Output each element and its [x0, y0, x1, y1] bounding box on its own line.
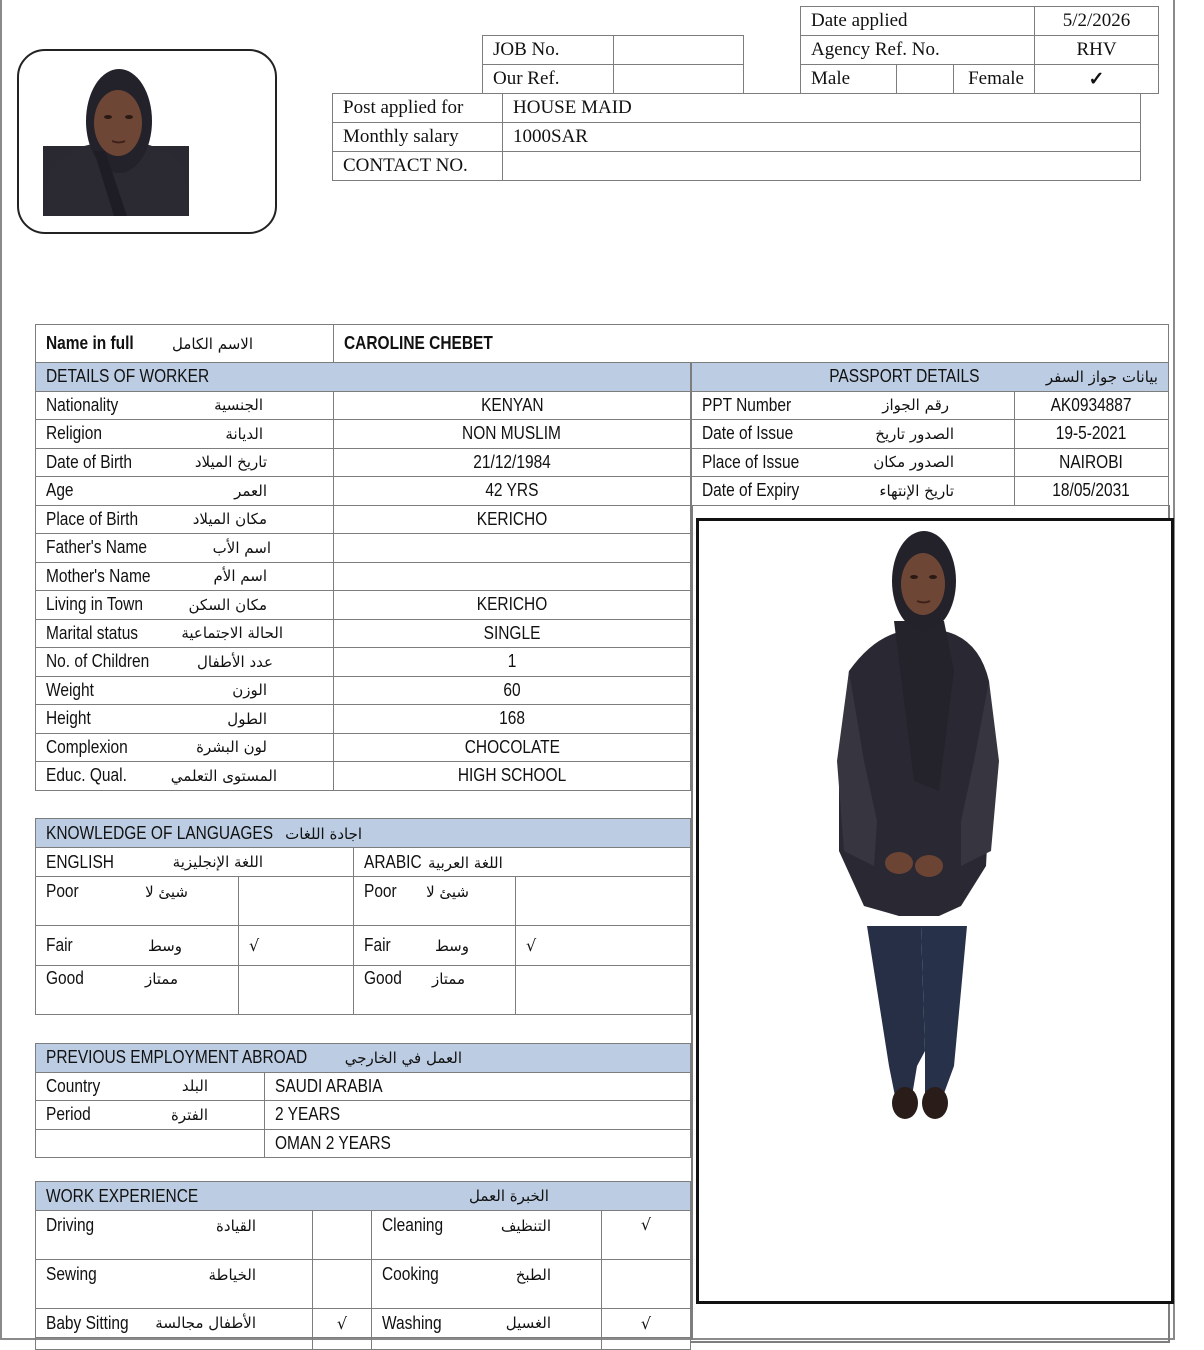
work-experience-table — [35, 1181, 691, 1350]
languages-section-title: KNOWLEDGE OF LANGUAGES — [46, 822, 274, 843]
level-label-ar: وسط — [147, 936, 182, 955]
name-table — [35, 324, 1169, 363]
language-level-row — [36, 877, 691, 926]
washing-checkbox[interactable]: √ — [602, 1309, 691, 1338]
row-value: 19-5-2021 — [1056, 423, 1127, 444]
row-label-en: PPT Number — [702, 394, 792, 415]
worker-row — [36, 505, 691, 534]
skill-label-en: Sewing — [46, 1264, 97, 1284]
row-value: KERICHO — [476, 594, 548, 615]
row-value: 168 — [499, 708, 525, 729]
arabic-label: ARABIC — [364, 851, 422, 872]
row-label-en: Date of Birth — [46, 451, 133, 472]
level-label-en: Good — [364, 968, 402, 988]
passport-row — [692, 477, 1169, 506]
level-label-ar: ممتاز — [144, 969, 178, 988]
level-label-en: Poor — [46, 881, 79, 901]
english-poor-checkbox[interactable] — [239, 877, 354, 926]
row-label-en: Country — [46, 1075, 101, 1096]
row-value: 2 YEARS — [275, 1104, 341, 1125]
full-body-photo — [696, 518, 1174, 1304]
arabic-poor-checkbox[interactable] — [516, 877, 691, 926]
language-level-row — [36, 966, 691, 1015]
work-section-title-ar: الخبرة العمل — [469, 1187, 549, 1205]
post-table — [332, 93, 1141, 181]
row-label-ar: العمر — [234, 481, 267, 500]
row-label-ar: البلد — [181, 1077, 208, 1096]
worker-row — [36, 448, 691, 477]
passport-section-title: PASSPORT DETAILS — [828, 366, 980, 387]
date-applied-label: Date applied — [801, 7, 1035, 36]
meta-table — [800, 6, 1159, 94]
row-label-en: Marital status — [46, 622, 139, 643]
skill-label-en: Washing — [382, 1312, 442, 1333]
english-label: ENGLISH — [46, 851, 114, 872]
row-label-ar: الفترة — [171, 1105, 208, 1124]
worker-row — [36, 648, 691, 677]
worker-row — [36, 591, 691, 620]
cooking-checkbox[interactable] — [602, 1260, 691, 1309]
worker-row — [36, 420, 691, 449]
row-label-en: Nationality — [46, 394, 119, 415]
arabic-fair-checkbox[interactable]: √ — [516, 926, 691, 966]
row-label-en: Weight — [46, 679, 94, 700]
worker-row — [36, 705, 691, 734]
row-value: NAIROBI — [1059, 451, 1124, 472]
level-label-ar: ممتاز — [431, 969, 465, 988]
passport-row — [692, 391, 1169, 420]
female-label: Female — [954, 65, 1035, 94]
worker-row — [36, 676, 691, 705]
job-table — [482, 35, 744, 94]
row-value: 60 — [503, 679, 521, 700]
page-border-left — [0, 0, 2, 1340]
row-value: SAUDI ARABIA — [275, 1075, 383, 1096]
column-divider — [691, 505, 693, 1340]
post-applied-label: Post applied for — [333, 94, 503, 123]
work-row — [36, 1211, 691, 1260]
row-label-ar: مكان السكن — [188, 595, 267, 614]
row-label-ar: اسم الأب — [212, 538, 271, 557]
row-value: NON MUSLIM — [462, 423, 562, 444]
agency-ref-label: Agency Ref. No. — [801, 36, 1035, 65]
name-value: CAROLINE CHEBET — [344, 333, 493, 353]
agency-ref-value: RHV — [1035, 36, 1159, 65]
row-label-ar: رقم الجواز — [882, 396, 949, 415]
row-label-ar: الديانة — [225, 424, 263, 443]
worker-row — [36, 762, 691, 791]
row-value: 21/12/1984 — [473, 451, 551, 472]
sewing-checkbox[interactable] — [313, 1260, 372, 1309]
passport-details-table — [691, 362, 1169, 506]
languages-table — [35, 818, 691, 1015]
row-label-en: Complexion — [46, 736, 128, 757]
row-label-ar: تاريخ الإنتهاء — [879, 481, 954, 500]
row-label-en: Father's Name — [46, 537, 148, 558]
row-value: KENYAN — [480, 394, 544, 415]
worker-section-title: DETAILS OF WORKER — [46, 366, 210, 387]
row-value: CHOCOLATE — [464, 736, 560, 757]
full-body-person-icon — [699, 521, 1171, 1301]
job-no-value[interactable] — [614, 36, 744, 65]
skill-label-en: Driving — [46, 1215, 95, 1235]
arabic-good-checkbox[interactable] — [516, 966, 691, 1015]
skill-label-en: Baby Sitting — [46, 1312, 129, 1333]
employment-row — [36, 1129, 691, 1158]
row-label-ar: اسم الأم — [213, 567, 267, 586]
row-label-ar: المستوى التعلمي — [170, 766, 277, 785]
english-label-ar: اللغة الإنجليزية — [172, 853, 263, 871]
work-row — [36, 1260, 691, 1309]
employment-section-title-ar: العمل في الخارجي — [344, 1049, 462, 1068]
contact-no-value[interactable] — [503, 152, 1141, 181]
row-label-ar: الصدور تاريخ — [875, 424, 954, 443]
level-label-ar: شيئ لا — [426, 882, 469, 901]
row-value: OMAN 2 YEARS — [275, 1132, 391, 1153]
passport-row — [692, 420, 1169, 449]
row-value: AK0934887 — [1051, 394, 1132, 415]
skill-label-en: Cooking — [382, 1264, 439, 1284]
row-label-ar: الحالة الاجتماعية — [181, 624, 283, 643]
row-value: HIGH SCHOOL — [457, 765, 567, 786]
level-label-en: Fair — [46, 935, 73, 955]
baby-sitting-checkbox[interactable]: √ — [313, 1309, 372, 1338]
row-label-en: Age — [46, 480, 74, 501]
row-label-ar: الصدور مكان — [873, 453, 954, 472]
row-value: 42 YRS — [485, 480, 539, 501]
row-value: SINGLE — [483, 622, 541, 643]
skill-label-ar: الأطفال مجالسة — [155, 1314, 256, 1332]
row-value: 18/05/2031 — [1052, 480, 1131, 501]
row-label-en: Date of Expiry — [702, 480, 800, 501]
level-label-en: Good — [46, 968, 84, 988]
arabic-label-ar: اللغة العربية — [428, 853, 503, 872]
row-label-ar: تاريخ الميلاد — [194, 453, 267, 472]
passport-section-title-ar: بيانات جواز السفر — [1045, 367, 1158, 386]
employment-row — [36, 1072, 691, 1101]
employment-row — [36, 1101, 691, 1130]
worker-details-table — [35, 362, 691, 791]
level-label-en: Fair — [364, 935, 391, 955]
row-label-en: Period — [46, 1104, 91, 1125]
job-no-label: JOB No. — [483, 36, 614, 65]
worker-row — [36, 534, 691, 563]
passport-row — [692, 448, 1169, 477]
our-ref-value[interactable] — [614, 65, 744, 94]
driving-checkbox[interactable] — [313, 1211, 372, 1260]
male-label: Male — [801, 65, 897, 94]
portrait-person-icon — [19, 51, 277, 234]
portrait-photo — [17, 49, 277, 234]
male-checkbox[interactable] — [897, 65, 954, 94]
monthly-salary-label: Monthly salary — [333, 123, 503, 152]
row-label-en: Place of Birth — [46, 508, 139, 529]
level-label-en: Poor — [364, 881, 397, 901]
post-applied-value: HOUSE MAID — [503, 94, 1141, 123]
contact-no-label: CONTACT NO. — [333, 152, 503, 181]
row-label-ar: لون البشرة — [196, 738, 267, 757]
row-label-en: Religion — [46, 423, 102, 444]
row-label-en: Place of Issue — [702, 451, 800, 472]
level-label-ar: شيئ لا — [145, 882, 188, 901]
row-value: 1 — [507, 651, 517, 672]
monthly-salary-value: 1000SAR — [503, 123, 1141, 152]
female-checkbox[interactable]: ✓ — [1035, 65, 1159, 94]
work-section-title: WORK EXPERIENCE — [46, 1185, 199, 1206]
column-divider — [691, 1341, 1170, 1343]
skill-label-ar: الغسيل — [505, 1314, 551, 1332]
worker-row — [36, 619, 691, 648]
level-label-ar: وسط — [434, 936, 469, 955]
cleaning-checkbox[interactable]: √ — [602, 1211, 691, 1260]
skill-label-ar: القيادة — [216, 1216, 256, 1235]
row-label-en: Educ. Qual. — [46, 765, 127, 786]
date-applied-value: 5/2/2026 — [1035, 7, 1159, 36]
work-row-partial — [36, 1338, 691, 1350]
row-label-ar: مكان الميلاد — [192, 510, 267, 529]
worker-row — [36, 391, 691, 420]
name-label-en: Name in full — [46, 333, 134, 353]
skill-label-ar: الطبخ — [515, 1265, 551, 1284]
row-value: KERICHO — [476, 508, 548, 529]
name-label-ar: الاسم الكامل — [171, 334, 253, 353]
skill-label-ar: التنظيف — [500, 1216, 551, 1235]
row-label-ar: عدد الأطفال — [197, 652, 273, 671]
english-fair-checkbox[interactable]: √ — [239, 926, 354, 966]
worker-row — [36, 477, 691, 506]
row-label-ar: الجنسية — [214, 396, 263, 415]
worker-row — [36, 562, 691, 591]
row-label-en: Living in Town — [46, 594, 143, 615]
row-label-en: No. of Children — [46, 651, 150, 672]
row-label-en: Height — [46, 708, 91, 729]
row-label-en: Mother's Name — [46, 565, 151, 586]
work-row — [36, 1309, 691, 1338]
language-level-row — [36, 926, 691, 966]
row-label-ar: الطول — [227, 709, 267, 728]
previous-employment-table — [35, 1043, 691, 1158]
skill-label-en: Cleaning — [382, 1215, 444, 1235]
row-label-en: Date of Issue — [702, 423, 794, 444]
skill-label-ar: الخياطة — [208, 1265, 256, 1284]
row-label-ar: الوزن — [232, 681, 267, 700]
english-good-checkbox[interactable] — [239, 966, 354, 1015]
employment-section-title: PREVIOUS EMPLOYMENT ABROAD — [46, 1047, 308, 1068]
worker-row — [36, 733, 691, 762]
languages-section-title-ar: اجادة اللغات — [285, 824, 363, 843]
our-ref-label: Our Ref. — [483, 65, 614, 94]
